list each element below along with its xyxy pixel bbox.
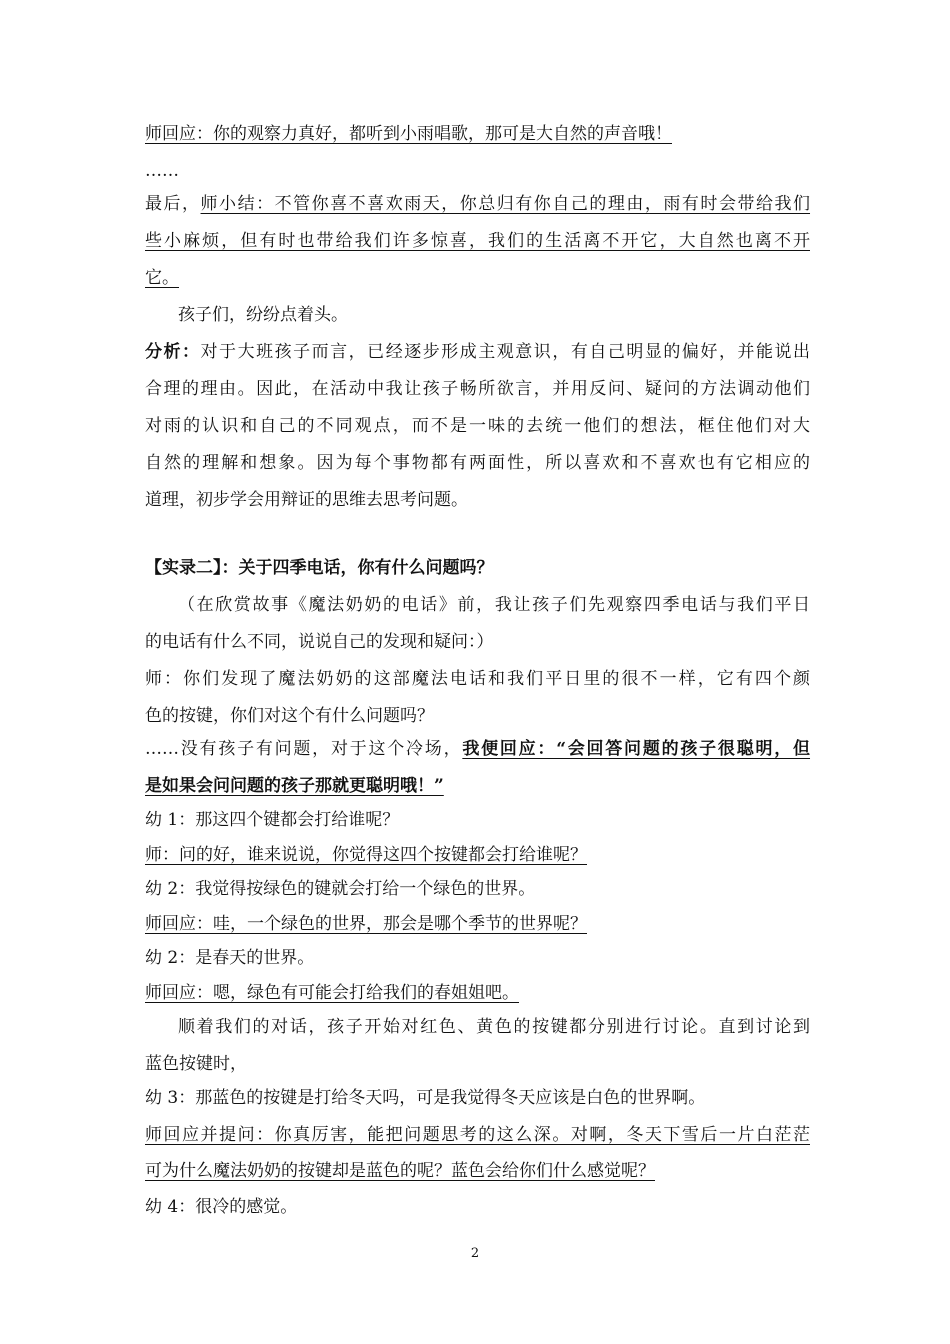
text-line: [145, 705, 810, 727]
text-line: [145, 844, 810, 866]
plain-text: 对雨的认识和自己的不同观点，而不是一味的去统一他们的想法，框住他们对大: [145, 416, 810, 436]
bold-underlined-text: 我便回应：“会回答问题的孩子很聪明，但: [462, 739, 811, 759]
page-number: 2: [470, 1246, 480, 1261]
text-line: [145, 1196, 810, 1218]
text-line: [145, 1053, 810, 1075]
text-line: [145, 878, 810, 900]
text-line: [145, 489, 810, 511]
plain-text: 的电话有什么不同，说说自己的发现和疑问：）: [145, 632, 494, 652]
underlined-text: 师：问的好，谁来说说，你觉得这四个按键都会打给谁呢？: [145, 845, 587, 865]
underlined-text: 师回应：你的观察力真好，都听到小雨唱歌，那可是大自然的声音哦！: [145, 124, 672, 144]
text-line: [145, 230, 810, 252]
underlined-text: 些小麻烦，但有时也带给我们许多惊喜，我们的生活离不开它，大自然也离不开: [145, 231, 810, 251]
plain-text: 幼 4：很冷的感觉。: [145, 1197, 298, 1217]
plain-text: 孩子们，纷纷点着头。: [178, 305, 348, 325]
text-line: [145, 738, 810, 760]
plain-text: 道理，初步学会用辩证的思维去思考问题。: [145, 490, 468, 510]
plain-text: 幼 2：是春天的世界。: [145, 948, 315, 968]
plain-text: 合理的理由。因此，在活动中我让孩子畅所欲言，并用反问、疑问的方法调动他们: [145, 379, 810, 399]
plain-text: 色的按键，你们对这个有什么问题吗？: [145, 706, 434, 726]
underlined-text: 可为什么魔法奶奶的按键却是蓝色的呢？蓝色会给你们什么感觉呢？: [145, 1161, 655, 1181]
text-line: [145, 913, 810, 935]
text-line: [145, 193, 810, 215]
text-line: [178, 1016, 810, 1038]
plain-text: 幼 1：那这四个键都会打给谁呢？: [145, 810, 400, 830]
text-line: [145, 982, 810, 1004]
text-line: [145, 947, 810, 969]
underlined-text: 师回应：嗯，绿色有可能会打给我们的春姐姐吧。: [145, 983, 519, 1003]
text-line: [145, 1124, 810, 1146]
underlined-text: 师回应并提问：你真厉害，能把问题思考的这么深。对啊，冬天下雪后一片白茫茫: [145, 1125, 810, 1145]
heading-text: 【实录二】：关于四季电话，你有什么问题吗？: [145, 558, 494, 578]
text-line: [178, 594, 810, 616]
text-line: [145, 267, 810, 289]
plain-text: 师：你们发现了魔法奶奶的这部魔法电话和我们平日里的很不一样，它有四个颜: [145, 669, 810, 689]
analysis-label: 分析：: [145, 342, 201, 362]
text-line: [178, 304, 810, 326]
plain-text: 顺着我们的对话，孩子开始对红色、黄色的按键都分别进行讨论。直到讨论到: [178, 1017, 810, 1037]
underlined-text: 师小结：不管你喜不喜欢雨天，你总归有你自己的理由，雨有时会带给我们: [200, 194, 811, 214]
underlined-text: 师回应：哇，一个绿色的世界，那会是哪个季节的世界呢？: [145, 914, 587, 934]
text-line: [145, 123, 810, 145]
text-line: [145, 668, 810, 690]
text-line: [145, 1160, 810, 1182]
plain-text: 自然的理解和想象。因为每个事物都有两面性，所以喜欢和不喜欢也有它相应的: [145, 453, 810, 473]
plain-text: （在欣赏故事《魔法奶奶的电话》前，我让孩子们先观察四季电话与我们平日: [178, 595, 810, 615]
text-line: [145, 1087, 810, 1109]
plain-text: ……: [145, 161, 179, 181]
bold-underlined-text: 是如果会问问题的孩子那就更聪明哦！”: [145, 776, 444, 796]
plain-text: 最后，: [145, 194, 201, 214]
analysis-line: [145, 341, 810, 363]
text-line: [145, 631, 810, 653]
plain-text: 幼 2：我觉得按绿色的键就会打给一个绿色的世界。: [145, 879, 536, 899]
section-heading: [145, 557, 810, 579]
text-line: [145, 378, 810, 400]
plain-text: ……没有孩子有问题，对于这个冷场，: [145, 739, 463, 759]
plain-text: 蓝色按键时，: [145, 1054, 247, 1074]
text-line: [145, 415, 810, 437]
text-line: [145, 809, 810, 831]
text-line: [145, 160, 810, 182]
plain-text: 幼 3：那蓝色的按键是打给冬天吗，可是我觉得冬天应该是白色的世界啊。: [145, 1088, 706, 1108]
underlined-text: 它。: [145, 268, 179, 288]
plain-text: 对于大班孩子而言，已经逐步形成主观意识，有自己明显的偏好，并能说出: [200, 342, 811, 362]
text-line: [145, 452, 810, 474]
text-line: [145, 775, 810, 797]
